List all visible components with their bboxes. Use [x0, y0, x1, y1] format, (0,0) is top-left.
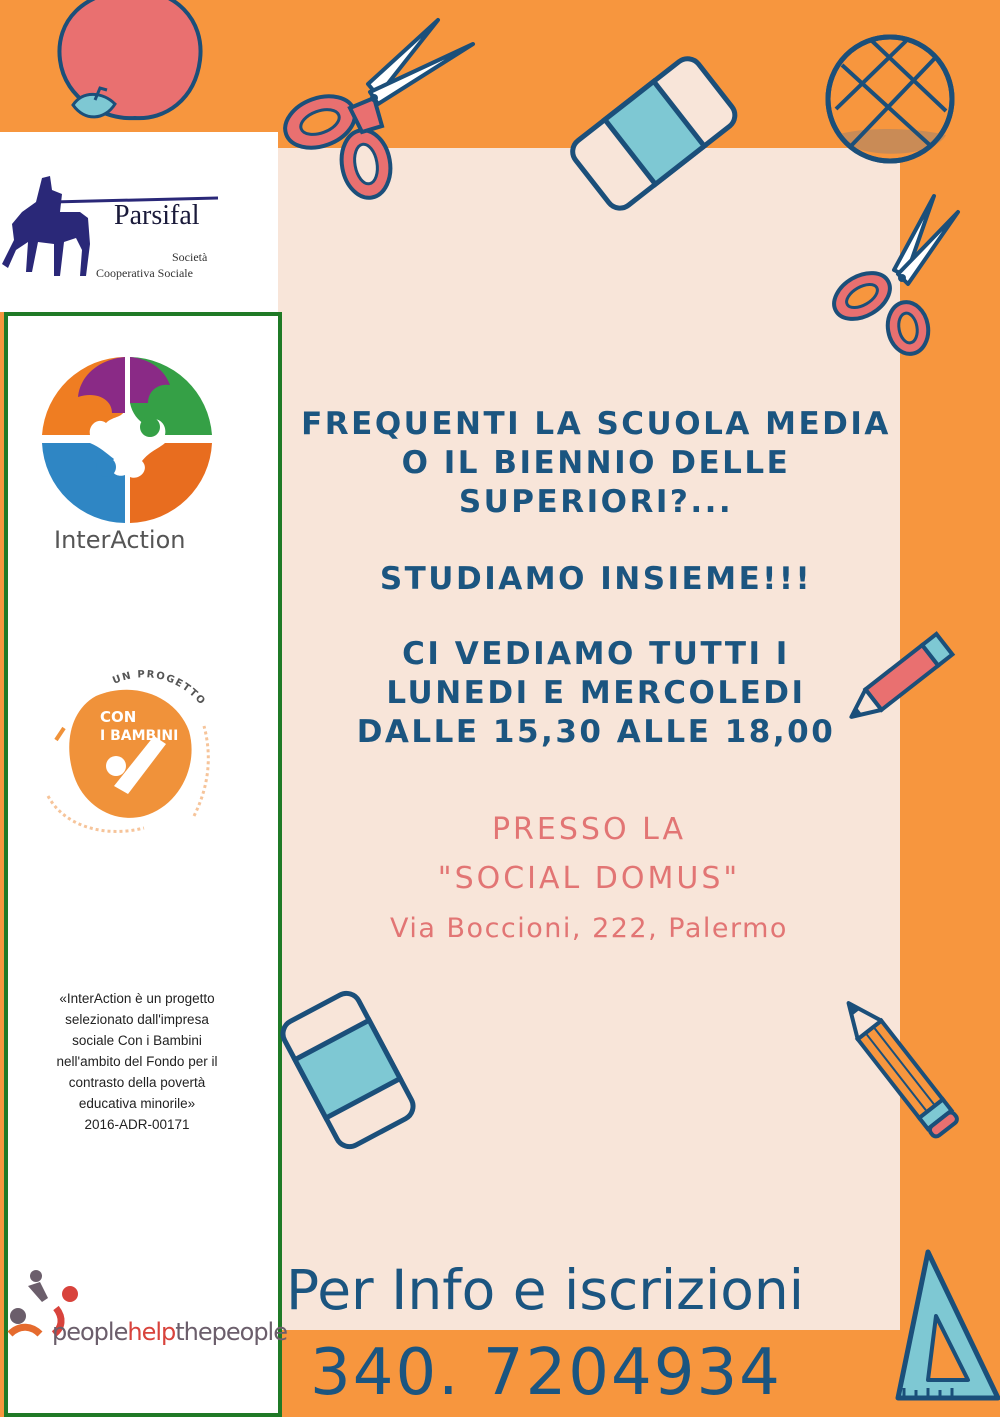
phone-number[interactable]: 340. 7204934 — [310, 1336, 782, 1410]
svg-text:UN PROGETTO: UN PROGETTO — [111, 669, 208, 708]
con-label: CON — [100, 708, 137, 726]
headline-line: SUPERIORI?... — [458, 484, 734, 520]
scissors-icon — [278, 14, 478, 204]
schedule — [300, 635, 892, 752]
disclaimer-line: nell'ambito del Fondo per il — [56, 1054, 218, 1069]
headline-cta: STUDIAMO INSIEME!!! — [379, 561, 813, 597]
scissors-icon — [828, 192, 963, 357]
disclaimer-line: contrasto della povertà — [68, 1075, 206, 1090]
eraser-icon — [555, 40, 755, 230]
parsifal-subtitle-2: Cooperativa Sociale — [96, 266, 193, 280]
headline-question — [300, 405, 892, 522]
info-label: Per Info e iscrizioni — [286, 1258, 805, 1322]
thepeople-word: thepeople — [175, 1318, 287, 1346]
apple-icon — [55, 0, 205, 135]
disclaimer-line: «InterAction è un progetto — [59, 991, 215, 1006]
pencil-icon — [836, 995, 976, 1155]
disclaimer-line: selezionato dall'impresa — [65, 1012, 209, 1027]
schedule-line: LUNEDI E MERCOLEDI — [386, 675, 806, 711]
interaction-logo-icon — [40, 355, 215, 525]
parsifal-name: Parsifal — [114, 200, 200, 231]
disclaimer-text — [30, 988, 244, 1135]
con-i-bambini-arc-text — [44, 666, 216, 836]
people-word: people — [52, 1318, 128, 1346]
location-line-2: "SOCIAL DOMUS" — [437, 861, 741, 896]
interaction-name: InterAction — [54, 526, 186, 554]
disclaimer-code: 2016-ADR-00171 — [84, 1117, 190, 1132]
schedule-line: CI VEDIAMO TUTTI I — [402, 636, 790, 672]
i-bambini-label: I BAMBINI — [100, 728, 179, 744]
disclaimer-line: sociale Con i Bambini — [72, 1033, 202, 1048]
parsifal-subtitle-1: Società — [172, 250, 208, 264]
basketball-icon — [822, 35, 960, 165]
disclaimer-line: educativa minorile» — [78, 1096, 196, 1111]
help-word: help — [127, 1318, 176, 1346]
headline-line: O IL BIENNIO DELLE — [401, 445, 791, 481]
eraser-icon — [278, 990, 418, 1150]
headline-line: FREQUENTI LA SCUOLA MEDIA — [301, 406, 891, 442]
location-address: Via Boccioni, 222, Palermo — [390, 913, 788, 944]
location-line-1: PRESSO LA — [491, 812, 687, 847]
set-square-icon — [898, 1248, 1000, 1415]
people-help-the-people — [52, 1318, 287, 1346]
schedule-line: DALLE 15,30 ALLE 18,00 — [356, 714, 836, 750]
